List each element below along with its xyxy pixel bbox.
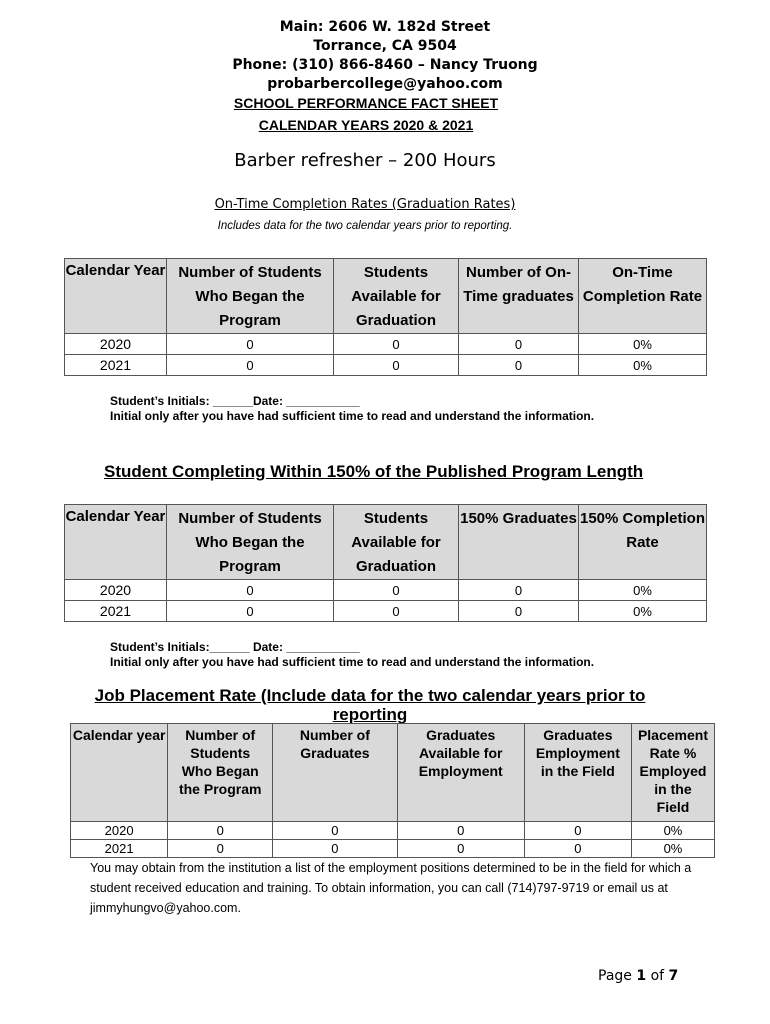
address-line-1: Main: 2606 W. 182d Street xyxy=(279,19,491,35)
year-cell: 2021 xyxy=(71,840,168,858)
completion-150-table xyxy=(64,504,707,622)
student-initials-2: Student’s Initials:______ Date: ___________ xyxy=(110,640,360,654)
header-graduates-available: Graduates Available for Employment xyxy=(397,724,524,822)
header-placement-rate: Placement Rate % Employed in the Field xyxy=(631,724,714,822)
year-cell: 2020 xyxy=(71,822,168,840)
graduates-cell: 0 xyxy=(459,580,579,601)
header-150-graduates: 150% Graduates xyxy=(459,505,579,580)
available-cell: 0 xyxy=(397,822,524,840)
header-ontime-graduates: Number of On-Time graduates xyxy=(459,259,579,334)
header-students-began: Number of Students Who Began the Program xyxy=(167,505,334,580)
table-row xyxy=(65,601,707,622)
ontime-completion-table xyxy=(64,258,707,376)
page-of: of xyxy=(650,968,665,984)
available-cell: 0 xyxy=(334,355,459,376)
rate-cell: 0% xyxy=(579,334,707,355)
section3-title: Job Placement Rate (Include data for the two calendar years prior to reporting xyxy=(94,686,646,724)
header-150-rate: 150% Completion Rate xyxy=(579,505,707,580)
year-cell: 2021 xyxy=(65,601,167,622)
available-cell: 0 xyxy=(334,601,459,622)
began-cell: 0 xyxy=(167,334,334,355)
rate-cell: 0% xyxy=(579,601,707,622)
graduates-cell: 0 xyxy=(459,355,579,376)
initial-note-1: Initial only after you have had sufficient time to read and understand the information. xyxy=(110,409,595,423)
employed-cell: 0 xyxy=(524,822,631,840)
header-calendar-year: Calendar Year xyxy=(65,505,167,580)
rate-cell: 0% xyxy=(579,355,707,376)
document-title: SCHOOL PERFORMANCE FACT SHEET xyxy=(233,95,499,111)
header-calendar-year: Calendar year xyxy=(71,724,168,822)
header-students-available: Students Available for Graduation xyxy=(334,505,459,580)
rate-cell: 0% xyxy=(631,822,714,840)
table-row xyxy=(71,840,715,858)
table-row xyxy=(65,580,707,601)
graduates-cell: 0 xyxy=(273,840,398,858)
began-cell: 0 xyxy=(168,822,273,840)
header-calendar-year: Calendar Year xyxy=(65,259,167,334)
page-current: 1 xyxy=(636,968,647,984)
page-number xyxy=(598,968,718,984)
began-cell: 0 xyxy=(167,580,334,601)
table-row xyxy=(71,822,715,840)
began-cell: 0 xyxy=(167,601,334,622)
header-students-available: Students Available for Graduation xyxy=(334,259,459,334)
job-placement-table xyxy=(70,723,715,858)
began-cell: 0 xyxy=(168,840,273,858)
page-label: Page xyxy=(598,968,632,984)
employed-cell: 0 xyxy=(524,840,631,858)
header-ontime-rate: On-Time Completion Rate xyxy=(579,259,707,334)
employment-footnote: You may obtain from the institution a list of the employment positions determined to be in the field for which a student received education and training. To obtain information, you can call (714)797-9719 or email us at jimmyhungvo@yahoo.com. xyxy=(90,861,692,915)
year-cell: 2020 xyxy=(65,580,167,601)
section2-title: Student Completing Within 150% of the Published Program Length xyxy=(104,462,644,481)
header-students-began: Number of Students Who Began the Program xyxy=(168,724,273,822)
header-graduates-employed: Graduates Employment in the Field xyxy=(524,724,631,822)
initial-note-2: Initial only after you have had sufficient time to read and understand the information. xyxy=(110,655,595,669)
page-total: 7 xyxy=(668,968,679,984)
available-cell: 0 xyxy=(397,840,524,858)
year-cell: 2020 xyxy=(65,334,167,355)
graduates-cell: 0 xyxy=(273,822,398,840)
student-initials-1: Student’s Initials: ______Date: ___________ xyxy=(110,394,360,408)
section1-title: On-Time Completion Rates (Graduation Rates) xyxy=(214,197,516,212)
graduates-cell: 0 xyxy=(459,601,579,622)
header-students-began: Number of Students Who Began the Program xyxy=(167,259,334,334)
table-row xyxy=(65,334,707,355)
document-years: CALENDAR YEARS 2020 & 2021 xyxy=(258,117,474,133)
available-cell: 0 xyxy=(334,334,459,355)
began-cell: 0 xyxy=(167,355,334,376)
rate-cell: 0% xyxy=(631,840,714,858)
rate-cell: 0% xyxy=(579,580,707,601)
year-cell: 2021 xyxy=(65,355,167,376)
table-row xyxy=(65,355,707,376)
phone-line: Phone: (310) 866-8460 – Nancy Truong xyxy=(232,57,538,73)
graduates-cell: 0 xyxy=(459,334,579,355)
program-name: Barber refresher – 200 Hours xyxy=(234,150,496,171)
section1-subtitle: Includes data for the two calendar years prior to reporting. xyxy=(217,220,513,232)
available-cell: 0 xyxy=(334,580,459,601)
header-number-graduates: Number of Graduates xyxy=(273,724,398,822)
address-line-2: Torrance, CA 9504 xyxy=(313,38,457,54)
email-line: probarbercollege@yahoo.com xyxy=(267,76,503,92)
